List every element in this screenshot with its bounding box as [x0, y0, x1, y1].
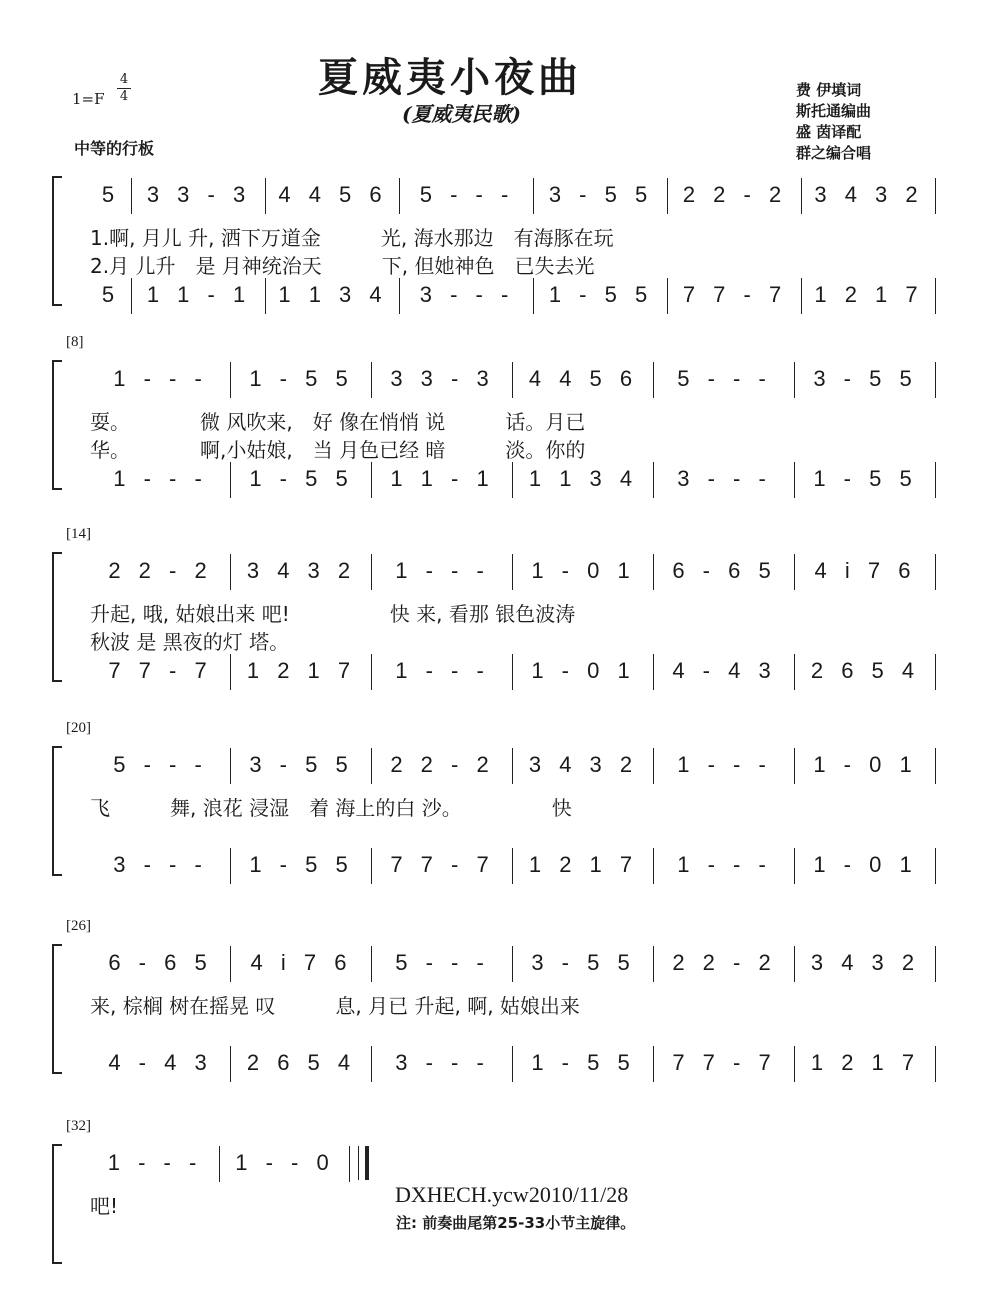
time-signature-denominator: 4 — [119, 89, 129, 104]
measure-notes: 4 i 7 6 — [250, 950, 353, 975]
measure-notes: 1 2 1 7 — [814, 282, 924, 307]
score-title: 夏威夷小夜曲 — [318, 54, 582, 101]
measure-notes: 5 - - - — [395, 950, 490, 975]
measure-notes: 1 - - - — [113, 466, 208, 491]
measure-notes: 7 7 - 7 — [682, 282, 788, 307]
measure-notes: 6 - 6 5 — [672, 558, 777, 583]
measure — [231, 752, 372, 782]
measure — [372, 366, 513, 396]
measure — [668, 182, 802, 212]
measure — [795, 466, 936, 496]
measure — [132, 182, 266, 212]
measure — [90, 852, 231, 882]
measure — [795, 1050, 936, 1080]
lyrics-verse-2: 秋波 是 黑夜的灯 塔。 — [90, 630, 290, 654]
score-system — [0, 526, 1000, 698]
measure-notes: 5 - - - — [419, 182, 515, 207]
measure-notes: 1 1 - 1 — [146, 282, 252, 307]
measure-notes: 1 - 5 5 — [813, 466, 918, 491]
measure — [513, 950, 654, 980]
measure — [231, 852, 372, 882]
measure — [513, 1050, 654, 1080]
measure — [220, 1150, 350, 1180]
measure-notes: 1 - - - — [677, 852, 772, 877]
measure-notes: 1 - 0 1 — [531, 558, 636, 583]
measure-notes: 1 2 1 7 — [810, 1050, 921, 1075]
measure-notes: 1 - 0 1 — [531, 658, 636, 683]
measure — [513, 558, 654, 588]
measure-notes: 3 - - - — [419, 282, 515, 307]
measure-notes: 2 2 - 2 — [108, 558, 213, 583]
measure-number: [14] — [66, 526, 91, 542]
credit-translator: 盛 茵译配 — [796, 123, 862, 141]
measure — [266, 182, 400, 212]
measure-notes: 1 1 - 1 — [390, 466, 495, 491]
measure-notes: 5 - - - — [113, 752, 208, 777]
measure — [654, 366, 795, 396]
measure-notes: 3 4 3 2 — [246, 558, 357, 583]
measure-notes: 5 - - - — [677, 366, 772, 391]
measure — [90, 182, 132, 212]
measure — [513, 366, 654, 396]
score-system — [0, 334, 1000, 506]
measure-notes: 1 - - - — [395, 658, 490, 683]
barline — [935, 848, 936, 884]
measure — [795, 366, 936, 396]
measure — [231, 1050, 372, 1080]
measure — [90, 466, 231, 496]
measure-notes: 1 - - - — [113, 366, 208, 391]
barline — [349, 1146, 350, 1182]
measure — [231, 558, 372, 588]
measure — [668, 282, 802, 312]
measure-notes: 7 7 - 7 — [672, 1050, 777, 1075]
lyrics-verse-1: 1.啊, 月儿 升, 洒下万道金 光, 海水那边 有海豚在玩 — [90, 226, 614, 250]
measure — [231, 466, 372, 496]
barline — [935, 748, 936, 784]
measure — [802, 182, 936, 212]
barline — [935, 362, 936, 398]
measure-notes: 1 - 5 5 — [531, 1050, 636, 1075]
measure-number: [32] — [66, 1118, 91, 1134]
measure-notes: 3 3 - 3 — [390, 366, 495, 391]
measure-notes: 6 - 6 5 — [108, 950, 213, 975]
score-subtitle: (夏威夷民歌) — [402, 102, 521, 126]
measure-notes: 5 — [101, 182, 121, 207]
measure — [90, 950, 231, 980]
barline — [935, 554, 936, 590]
measure-notes: 5 — [101, 282, 121, 307]
measure — [231, 366, 372, 396]
measure — [654, 852, 795, 882]
measure — [90, 658, 231, 688]
upper-voice-row — [90, 752, 936, 782]
upper-voice-row — [90, 366, 936, 396]
measure — [654, 558, 795, 588]
measure-number: [20] — [66, 720, 91, 736]
measure — [231, 658, 372, 688]
lyrics-verse-1: 飞 舞, 浪花 浸湿 着 海上的白 沙。 快 — [90, 796, 572, 820]
measure-notes: 1 - 5 5 — [249, 466, 354, 491]
measure-notes: 3 4 3 2 — [528, 752, 639, 777]
measure-notes: 4 4 5 6 — [528, 366, 639, 391]
time-signature — [117, 72, 131, 105]
measure — [266, 282, 400, 312]
measure-notes: 3 - 5 5 — [548, 182, 654, 207]
system-bracket — [52, 746, 62, 876]
measure-notes: 1 - 0 1 — [813, 752, 918, 777]
measure — [400, 182, 534, 212]
measure-notes: 2 2 - 2 — [390, 752, 495, 777]
measure — [654, 466, 795, 496]
score-system — [0, 918, 1000, 1090]
measure — [513, 466, 654, 496]
barline — [935, 1046, 936, 1082]
lower-voice-row — [90, 466, 936, 496]
measure — [795, 852, 936, 882]
measure-notes: 1 - - - — [677, 752, 772, 777]
score-system — [0, 720, 1000, 892]
measure-notes: 1 - - 0 — [235, 1150, 335, 1175]
measure — [802, 282, 936, 312]
credit-lyricist: 费 伊填词 — [796, 81, 862, 99]
measure-number: [8] — [66, 334, 84, 350]
lyrics-verse-1: 耍。 微 风吹来, 好 像在悄悄 说 话。月已 — [90, 410, 586, 434]
measure — [372, 658, 513, 688]
measure — [372, 466, 513, 496]
footnote: 注: 前奏曲尾第25-33小节主旋律。 — [396, 1214, 636, 1232]
measure-notes: 4 - 4 3 — [108, 1050, 213, 1075]
upper-voice-row — [90, 1150, 936, 1180]
lower-voice-row — [90, 852, 936, 882]
score-system — [0, 172, 1000, 322]
measure-notes: 1 - - - — [107, 1150, 203, 1175]
measure — [400, 282, 534, 312]
measure-notes: 3 - - - — [113, 852, 208, 877]
measure — [90, 366, 231, 396]
measure-notes: 3 - - - — [395, 1050, 490, 1075]
measure-notes: 3 4 3 2 — [810, 950, 921, 975]
measure-notes: 1 - 0 1 — [813, 852, 918, 877]
measure-notes: 3 - 5 5 — [531, 950, 636, 975]
credit-arranger: 群之编合唱 — [796, 144, 872, 162]
measure-notes: 1 1 3 4 — [278, 282, 388, 307]
upper-voice-row — [90, 558, 936, 588]
lyrics-verse-2: 华。 啊,小姑娘, 当 月色已经 暗 淡。你的 — [90, 438, 586, 462]
measure-notes: 2 2 - 2 — [682, 182, 788, 207]
measure — [534, 182, 668, 212]
measure — [90, 752, 231, 782]
measure-notes: 1 - 5 5 — [249, 366, 354, 391]
lower-voice-row — [90, 1050, 936, 1080]
measure — [513, 752, 654, 782]
measure-notes: 4 4 5 6 — [278, 182, 388, 207]
measure — [90, 558, 231, 588]
system-bracket — [52, 176, 62, 306]
measure — [90, 1150, 220, 1180]
measure-notes: 2 6 5 4 — [810, 658, 921, 683]
barline — [935, 178, 936, 214]
upper-voice-row — [90, 182, 936, 212]
barline — [935, 654, 936, 690]
tempo-marking: 中等的行板 — [74, 139, 155, 158]
measure-notes: 1 - 5 5 — [548, 282, 654, 307]
measure — [654, 752, 795, 782]
measure-notes: 3 - 5 5 — [813, 366, 918, 391]
measure-notes: 1 1 3 4 — [528, 466, 639, 491]
system-bracket — [52, 360, 62, 490]
measure — [654, 950, 795, 980]
measure — [372, 950, 513, 980]
measure — [372, 852, 513, 882]
lower-voice-row — [90, 658, 936, 688]
measure — [795, 558, 936, 588]
system-bracket — [52, 1144, 62, 1264]
measure — [132, 282, 266, 312]
measure — [372, 1050, 513, 1080]
upper-voice-row — [90, 950, 936, 980]
measure-notes: 4 - 4 3 — [672, 658, 777, 683]
measure-notes: 2 6 5 4 — [246, 1050, 357, 1075]
measure-notes: 1 - - - — [395, 558, 490, 583]
lyrics-verse-1: 吧! — [90, 1194, 119, 1218]
system-bracket — [52, 552, 62, 682]
measure — [372, 558, 513, 588]
measure — [90, 282, 132, 312]
measure — [231, 950, 372, 980]
lower-voice-row — [90, 282, 936, 312]
system-bracket — [52, 944, 62, 1074]
measure — [513, 658, 654, 688]
measure-notes: 2 2 - 2 — [672, 950, 777, 975]
key-signature: 1=F — [72, 90, 105, 108]
measure — [372, 752, 513, 782]
measure-notes: 7 7 - 7 — [390, 852, 495, 877]
measure — [654, 658, 795, 688]
credit-composer: 斯托通编曲 — [796, 102, 872, 120]
measure — [795, 658, 936, 688]
barline — [935, 946, 936, 982]
measure — [654, 1050, 795, 1080]
measure-notes: 1 2 1 7 — [528, 852, 639, 877]
measure — [534, 282, 668, 312]
measure-notes: 1 2 1 7 — [246, 658, 357, 683]
measure — [90, 1050, 231, 1080]
measure-notes: 1 - 5 5 — [249, 852, 354, 877]
barline — [935, 462, 936, 498]
measure-notes: 7 7 - 7 — [108, 658, 213, 683]
measure — [795, 950, 936, 980]
measure-number: [26] — [66, 918, 91, 934]
repeat-barline — [358, 1146, 369, 1180]
time-signature-numerator: 4 — [119, 72, 129, 87]
measure-notes: 4 i 7 6 — [814, 558, 917, 583]
credits — [796, 80, 871, 164]
watermark: DXHECH.ycw2010/11/28 — [395, 1182, 629, 1207]
measure-notes: 3 4 3 2 — [814, 182, 924, 207]
lyrics-verse-1: 来, 棕榈 树在摇晃 叹 息, 月已 升起, 啊, 姑娘出来 — [90, 994, 580, 1018]
measure-notes: 3 - - - — [677, 466, 772, 491]
lyrics-verse-2: 2.月 儿升 是 月神统治天 下, 但她神色 已失去光 — [90, 254, 595, 278]
measure-notes: 3 - 5 5 — [249, 752, 354, 777]
measure — [795, 752, 936, 782]
measure — [513, 852, 654, 882]
lyrics-verse-1: 升起, 哦, 姑娘出来 吧! 快 来, 看那 银色波涛 — [90, 602, 576, 626]
barline — [935, 278, 936, 314]
measure-notes: 3 3 - 3 — [146, 182, 252, 207]
